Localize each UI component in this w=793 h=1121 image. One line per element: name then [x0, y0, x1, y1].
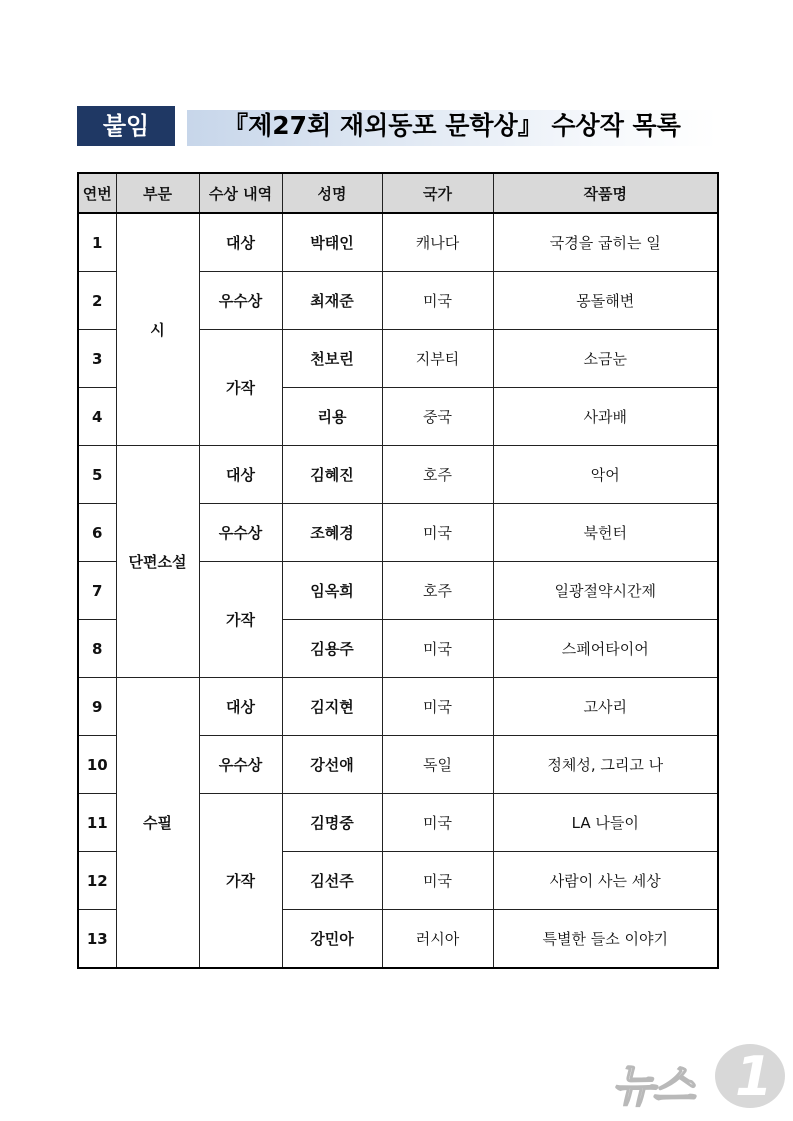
work-cell: 정체성, 그리고 나 [493, 736, 718, 794]
work-cell: 고사리 [493, 678, 718, 736]
country-cell: 캐나다 [382, 213, 493, 272]
document-title: 『제27회 재외동포 문학상』 수상작 목록 [223, 111, 681, 140]
attachment-badge: 붙임 [77, 106, 175, 146]
row-number: 5 [78, 446, 116, 504]
country-cell: 러시아 [382, 910, 493, 969]
work-cell: 특별한 들소 이야기 [493, 910, 718, 969]
column-header-number: 연번 [78, 173, 116, 213]
country-cell: 미국 [382, 620, 493, 678]
work-cell: 사과배 [493, 388, 718, 446]
column-header-country: 국가 [382, 173, 493, 213]
country-cell: 미국 [382, 272, 493, 330]
award-cell: 우수상 [199, 504, 282, 562]
award-cell: 가작 [199, 562, 282, 678]
name-cell: 강선애 [282, 736, 382, 794]
document-header [77, 106, 717, 146]
row-number: 4 [78, 388, 116, 446]
row-number: 2 [78, 272, 116, 330]
row-number: 10 [78, 736, 116, 794]
award-table [77, 172, 719, 969]
name-cell: 박태인 [282, 213, 382, 272]
country-cell: 미국 [382, 678, 493, 736]
name-cell: 김지현 [282, 678, 382, 736]
table-row [78, 213, 718, 272]
row-number: 13 [78, 910, 116, 969]
country-cell: 독일 [382, 736, 493, 794]
column-header-work: 작품명 [493, 173, 718, 213]
row-number: 8 [78, 620, 116, 678]
name-cell: 조혜경 [282, 504, 382, 562]
work-cell: 소금눈 [493, 330, 718, 388]
country-cell: 호주 [382, 446, 493, 504]
name-cell: 강민아 [282, 910, 382, 969]
name-cell: 리용 [282, 388, 382, 446]
news1-watermark [612, 1044, 787, 1114]
country-cell: 지부티 [382, 330, 493, 388]
category-cell: 단편소설 [116, 446, 199, 678]
row-number: 12 [78, 852, 116, 910]
award-cell: 우수상 [199, 272, 282, 330]
work-cell: 북헌터 [493, 504, 718, 562]
award-cell: 대상 [199, 446, 282, 504]
work-cell: 스페어타이어 [493, 620, 718, 678]
row-number: 9 [78, 678, 116, 736]
name-cell: 최재준 [282, 272, 382, 330]
name-cell: 임옥희 [282, 562, 382, 620]
name-cell: 천보린 [282, 330, 382, 388]
column-header-name: 성명 [282, 173, 382, 213]
country-cell: 미국 [382, 504, 493, 562]
name-cell: 김명중 [282, 794, 382, 852]
watermark-text: 뉴스 [612, 1061, 694, 1112]
category-cell: 수필 [116, 678, 199, 969]
category-cell: 시 [116, 213, 199, 446]
table-row [78, 446, 718, 504]
name-cell: 김선주 [282, 852, 382, 910]
country-cell: 미국 [382, 794, 493, 852]
row-number: 3 [78, 330, 116, 388]
column-header-category: 부문 [116, 173, 199, 213]
award-cell: 가작 [199, 330, 282, 446]
country-cell: 호주 [382, 562, 493, 620]
work-cell: 몽돌해변 [493, 272, 718, 330]
country-cell: 중국 [382, 388, 493, 446]
award-cell: 대상 [199, 213, 282, 272]
award-cell: 우수상 [199, 736, 282, 794]
country-cell: 미국 [382, 852, 493, 910]
name-cell: 김용주 [282, 620, 382, 678]
name-cell: 김혜진 [282, 446, 382, 504]
row-number: 1 [78, 213, 116, 272]
award-cell: 가작 [199, 794, 282, 969]
work-cell: 사람이 사는 세상 [493, 852, 718, 910]
column-header-award: 수상 내역 [199, 173, 282, 213]
award-cell: 대상 [199, 678, 282, 736]
table-row [78, 678, 718, 736]
watermark-mark: 1 [735, 1045, 773, 1108]
row-number: 11 [78, 794, 116, 852]
work-cell: 국경을 굽히는 일 [493, 213, 718, 272]
row-number: 6 [78, 504, 116, 562]
row-number: 7 [78, 562, 116, 620]
work-cell: LA 나들이 [493, 794, 718, 852]
table-header-row [78, 173, 718, 213]
work-cell: 악어 [493, 446, 718, 504]
work-cell: 일광절약시간제 [493, 562, 718, 620]
